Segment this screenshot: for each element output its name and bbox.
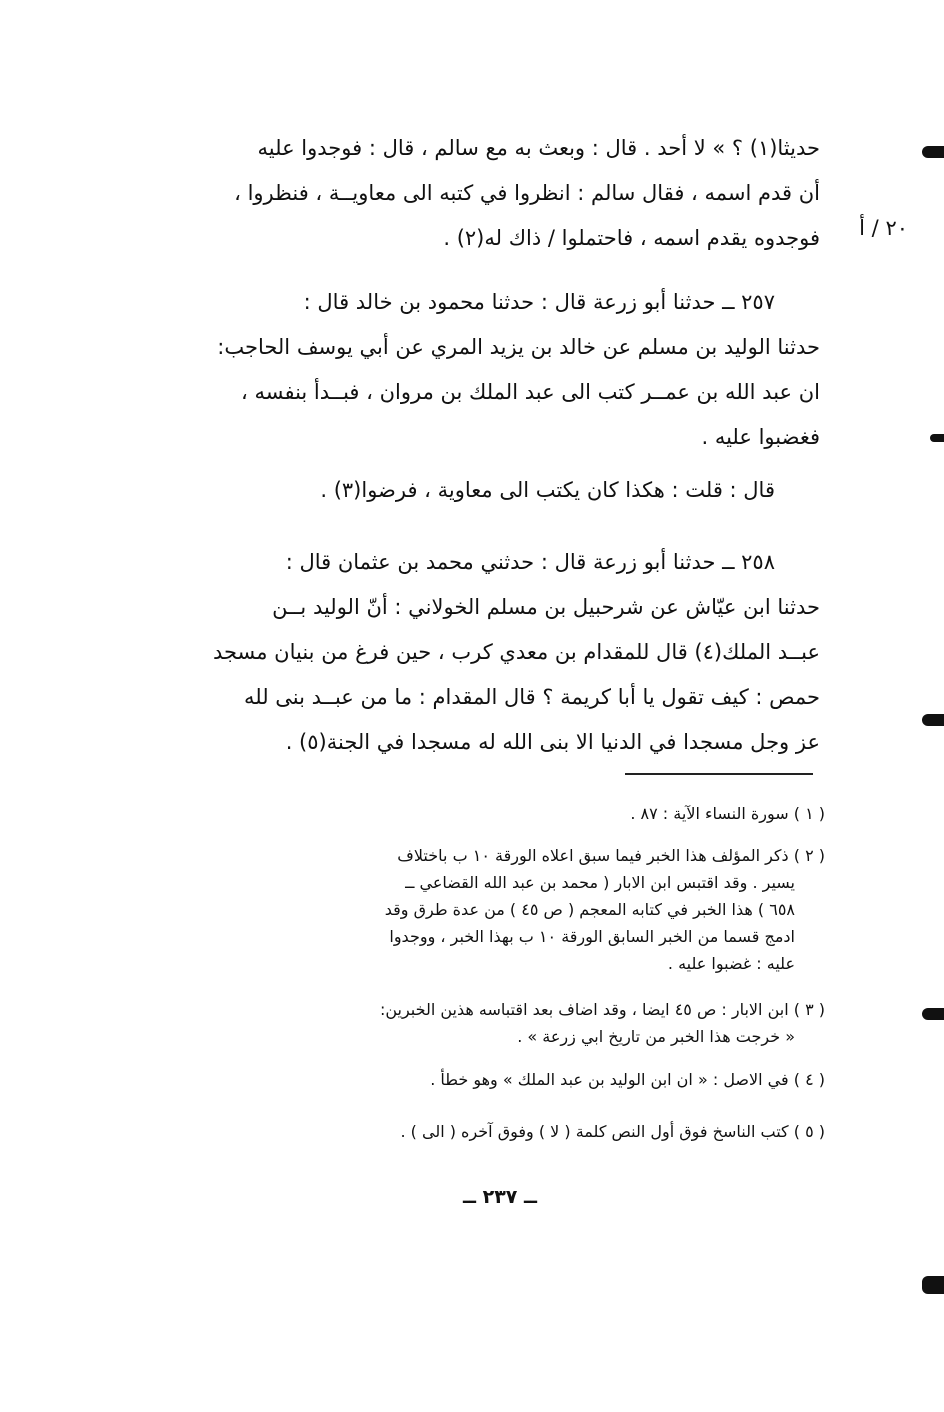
edge-mark	[922, 1008, 944, 1020]
edge-mark	[930, 434, 944, 442]
text-line: عز وجل مسجدا في الدنيا الا بنى الله له مسجدا في الجنة(٥) .	[285, 730, 820, 754]
edge-mark	[922, 1276, 944, 1294]
footnote-line: عليه : غضبوا عليه .	[667, 954, 795, 973]
footnote-1	[185, 800, 825, 827]
edge-mark	[922, 146, 944, 158]
text-line: حديثا(١) ؟ » لا أحد . قال : وبعث به مع سالم ، قال : فوجدوا عليه	[257, 136, 820, 160]
footnote-5	[185, 1118, 825, 1145]
footnote-separator	[625, 773, 813, 775]
footnote-line: ( ٤ ) في الاصل : « ان ابن الوليد بن عبد الملك » وهو خطأ .	[430, 1070, 825, 1089]
text-line: حدثنا الوليد بن مسلم عن خالد بن يزيد المري عن أبي يوسف الحاجب:	[217, 335, 820, 359]
footnote-line: ( ٢ ) ذكر المؤلف هذا الخبر فيما سبق اعلاه الورقة ١٠ ب باختلاف	[397, 846, 825, 865]
text-line: عبــد الملك(٤) قال للمقدام بن معدي كرب ، حين فرغ من بنيان مسجد	[212, 640, 820, 664]
footnote-line: ٦٥٨ ) هذا الخبر في كتابه المعجم ( ص ٤٥ ) من عدة طرق وقد	[384, 900, 795, 919]
text-line: حمص : كيف تقول يا أبا كريمة ؟ قال المقدام : ما من عبــد بنى لله	[244, 685, 820, 709]
footnote-3	[185, 996, 825, 1050]
text-line: ٢٥٨ ــ حدثنا أبو زرعة قال : حدثني محمد بن عثمان قال :	[285, 550, 775, 574]
text-line: فغضبوا عليه .	[701, 425, 820, 449]
footnote-line: ( ١ ) سورة النساء الآية : ٨٧ .	[630, 804, 825, 823]
page-number: ــ ٢٣٧ ــ	[462, 1186, 537, 1208]
text-line: أن قدم اسمه ، فقال سالم : انظروا في كتبه الى معاويــة ، فنظروا ،	[234, 181, 820, 205]
paragraph-qala	[180, 468, 820, 513]
edge-mark	[922, 714, 944, 726]
text-line: حدثنا ابن عيّاش عن شرحبيل بن مسلم الخولاني : أنّ الوليد بــن	[272, 595, 820, 619]
footnotes	[185, 800, 825, 1160]
footnote-line: يسير . وقد اقتبس ابن الابار ( محمد بن عبد الله القضاعي ــ	[405, 873, 795, 892]
hadith-257	[180, 280, 820, 460]
folio-margin-note: ٢٠ / أ	[859, 216, 908, 240]
text-line: فوجدوه يقدم اسمه ، فاحتملوا / ذاك له(٢) .	[443, 226, 820, 250]
footnote-line: ( ٣ ) ابن الابار : ص ٤٥ ايضا ، وقد اضاف بعد اقتباسه هذين الخبرين:	[379, 1000, 825, 1019]
footnote-2	[185, 842, 825, 977]
footnote-4	[185, 1066, 825, 1093]
footnote-line: ( ٥ ) كتب الناسخ فوق أول النص كلمة ( لا ) وفوق آخره ( الى ) .	[400, 1122, 825, 1141]
text-line: ٢٥٧ ــ حدثنا أبو زرعة قال : حدثنا محمود بن خالد قال :	[303, 290, 775, 314]
paragraph-continuation	[180, 126, 820, 261]
footnote-line: « خرجت هذا الخبر من تاريخ ابي زرعة » .	[517, 1027, 795, 1046]
text-line: ان عبد الله بن عمــر كتب الى عبد الملك بن مروان ، فبــدأ بنفسه ،	[241, 380, 820, 404]
footnote-line: ادمج قسما من الخبر السابق الورقة ١٠ ب بهذا الخبر ، ووجدوا	[389, 927, 795, 946]
text-line: قال : قلت : هكذا كان يكتب الى معاوية ، فرضوا(٣) .	[320, 478, 775, 502]
hadith-258	[180, 540, 820, 765]
